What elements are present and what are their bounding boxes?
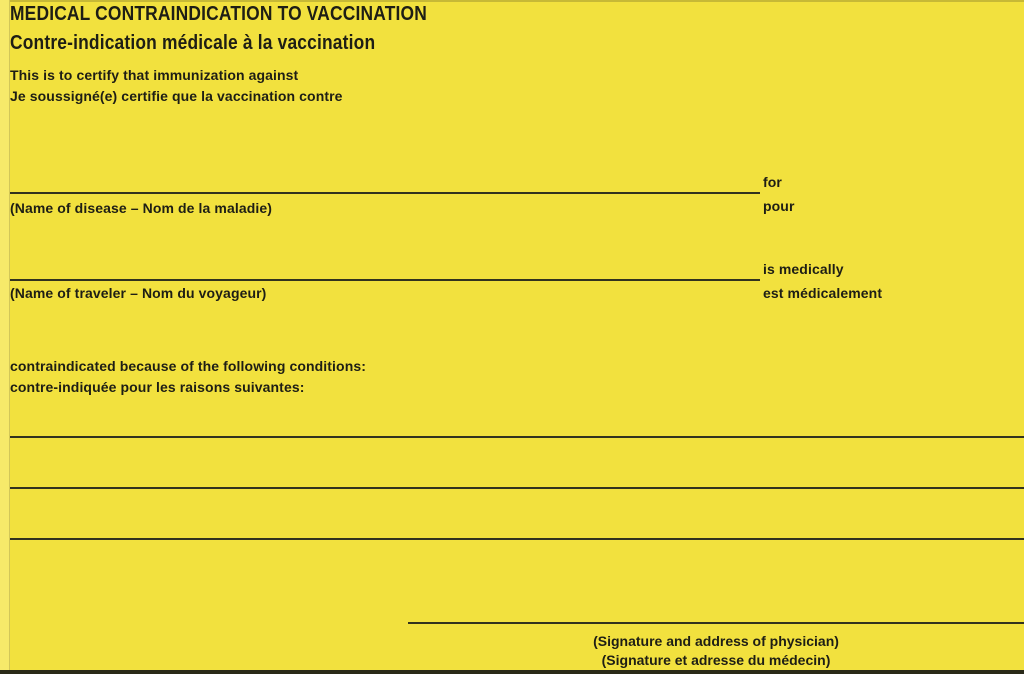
form-title-en: MEDICAL CONTRAINDICATION TO VACCINATION — [10, 3, 427, 25]
signature-caption-fr: (Signature et adresse du médecin) — [601, 652, 831, 668]
top-section-divider — [0, 0, 1024, 2]
traveler-name-field[interactable] — [10, 257, 760, 281]
traveler-field-label: (Name of traveler – Nom du voyageur) — [10, 285, 267, 301]
disease-field-label: (Name of disease – Nom de la maladie) — [10, 200, 273, 216]
condition-line-1[interactable] — [10, 414, 1024, 438]
disease-suffix-fr: pour — [763, 198, 795, 214]
form-title-fr: Contre-indication médicale à la vaccination — [10, 32, 376, 54]
traveler-suffix-en: is medically — [763, 261, 844, 277]
conditions-intro-fr: contre-indiquée pour les raisons suivantes: — [10, 379, 305, 395]
traveler-suffix-fr: est médicalement — [763, 285, 883, 301]
condition-line-3[interactable] — [10, 516, 1024, 540]
physician-signature-field[interactable] — [408, 600, 1024, 624]
disease-suffix-en: for — [763, 174, 782, 190]
certify-statement-en: This is to certify that immunization against — [10, 67, 299, 83]
certify-statement-fr: Je soussigné(e) certifie que la vaccination contre — [10, 88, 343, 104]
page-edge-strip — [0, 0, 10, 674]
condition-line-2[interactable] — [10, 465, 1024, 489]
disease-name-field[interactable] — [10, 170, 760, 194]
conditions-intro-en: contraindicated because of the following conditions: — [10, 358, 366, 374]
bottom-section-divider — [0, 670, 1024, 674]
signature-caption-en: (Signature and address of physician) — [593, 633, 839, 649]
